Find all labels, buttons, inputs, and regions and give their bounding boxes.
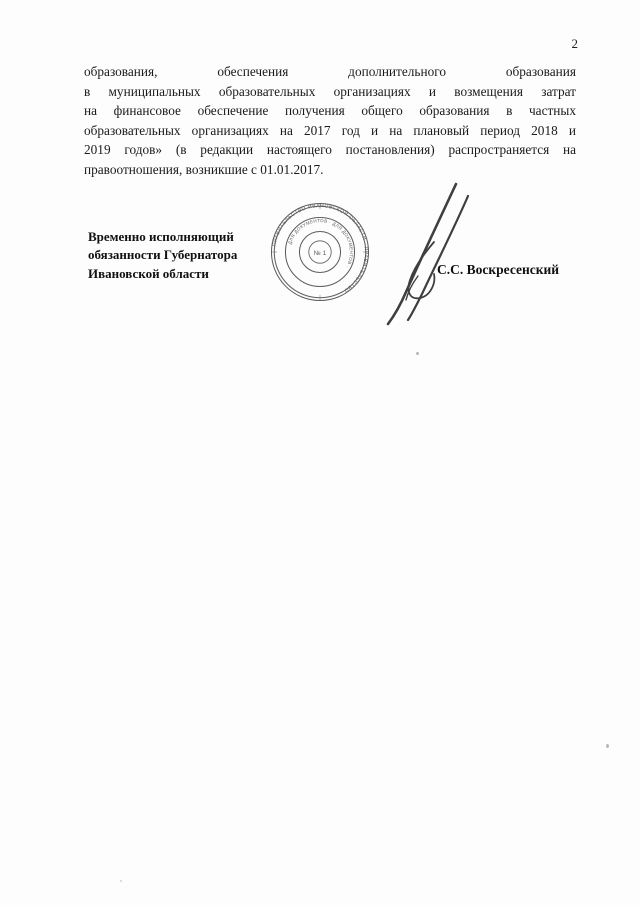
signatory-title-line-2: обязанности Губернатора [88, 247, 238, 263]
handwritten-signature [372, 180, 482, 330]
signatory-title-line-3: Ивановской области [88, 265, 209, 281]
body-paragraph [84, 62, 576, 179]
scan-speck [416, 352, 419, 355]
scan-speck [606, 744, 609, 748]
paragraph-line-5: 2019 годов» (в редакции настоящего постановления) распространяется на [84, 142, 576, 158]
page-number: 2 [571, 36, 578, 51]
paragraph-line-1: образования, обеспечения дополнительного образования [84, 64, 576, 79]
signatory-title-line-1: Временно исполняющий [88, 229, 234, 244]
paragraph-line-4: образовательных организациях на 2017 год и на плановый период 2018 и [84, 122, 576, 138]
paragraph-line-6: правоотношения, возникшие с 01.01.2017. [84, 161, 324, 177]
paragraph-line-3: на финансовое обеспечение получения общего образования в частных [84, 103, 576, 119]
svg-text:ДЛЯ ДОКУМЕНТОВ · ДЛЯ ДОКУМЕНТО: ДЛЯ ДОКУМЕНТОВ · ДЛЯ ДОКУМЕНТОВ · [287, 218, 354, 269]
official-stamp-icon [264, 196, 376, 308]
signer-name: С.С. Воскресенский [437, 262, 560, 277]
paragraph-line-2: в муниципальных образовательных организациях и возмещения затрат [84, 83, 576, 99]
svg-text:ПРАВИТЕЛЬСТВО ИВАНОВСКОЙ ОБЛАС: ПРАВИТЕЛЬСТВО ИВАНОВСКОЙ ОБЛАСТИ · ПРАВИТЕЛЬСТВО · [271, 203, 369, 296]
scan-speck [120, 880, 122, 882]
svg-text:№ 1: № 1 [313, 249, 327, 257]
